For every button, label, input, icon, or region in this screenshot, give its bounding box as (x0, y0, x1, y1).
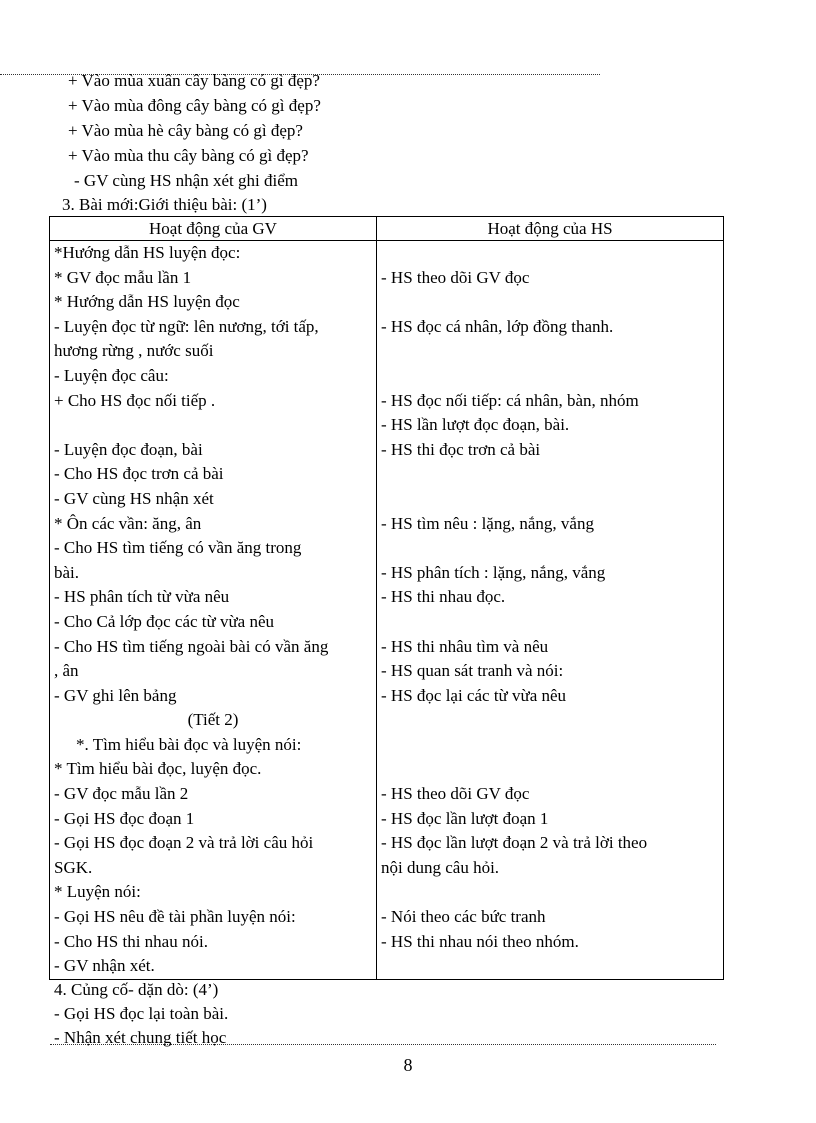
table-body-row (50, 241, 724, 980)
gv-line: *. Tìm hiểu bài đọc và luyện nói: (76, 734, 302, 754)
hs-line: - HS đọc cá nhân, lớp đồng thanh. (381, 316, 614, 336)
section-consolidation: 4. Củng cố- dặn dò: (4’) (54, 980, 219, 999)
hs-line: - HS lần lượt đọc đoạn, bài. (381, 415, 570, 435)
table-header-row (50, 217, 724, 241)
hs-line (381, 708, 719, 733)
gv-line: - GV nhận xét. (54, 956, 155, 976)
gv-line: , ân (54, 661, 79, 681)
hs-line (381, 290, 719, 315)
gv-line: - Cho HS tìm tiếng ngoài bài có vần ăng (54, 636, 329, 656)
hs-line (381, 487, 719, 512)
gv-line: * Hướng dẫn HS luyện đọc (54, 292, 240, 312)
lesson-review: - Nhận xét chung tiết học (54, 1028, 227, 1047)
teacher-activity-column (50, 241, 377, 980)
hs-line (381, 610, 719, 635)
hs-line: - HS đọc lần lượt đoạn 2 và trả lời theo (381, 833, 648, 853)
hs-line: - HS đọc lần lượt đoạn 1 (381, 808, 549, 828)
reread-instruction: - Gọi HS đọc lại toàn bài. (54, 1004, 229, 1023)
hs-line (381, 364, 719, 389)
hs-line: - HS thi nhau đọc. (381, 587, 506, 607)
gv-line: - Gọi HS nêu đề tài phần luyện nói: (54, 907, 296, 927)
hs-line: - HS đọc lại các từ vừa nêu (381, 685, 567, 705)
hs-line (381, 880, 719, 905)
header-teacher-activity: Hoạt động của GV (50, 217, 377, 241)
gv-line: + Cho HS đọc nối tiếp . (54, 390, 216, 410)
teacher-review-line: - GV cùng HS nhận xét ghi điểm (74, 171, 298, 190)
gv-line: - Luyện đọc đoạn, bài (54, 439, 203, 459)
hs-line (381, 733, 719, 758)
question-summer: + Vào mùa hè cây bàng có gì đẹp? (68, 121, 303, 140)
hs-line: - HS phân tích : lặng, nắng, vắng (381, 562, 606, 582)
question-spring: + Vào mùa xuân cây bàng có gì đẹp? (68, 71, 320, 90)
gv-line: * Ôn các vần: ăng, ân (54, 513, 202, 533)
hs-line: nội dung câu hỏi. (381, 857, 500, 877)
activity-table (49, 216, 724, 980)
hs-line: - HS quan sát tranh và nói: (381, 661, 564, 681)
period-2-heading: (Tiết 2) (187, 710, 239, 730)
gv-line: - GV đọc mẫu lần 2 (54, 784, 189, 804)
gv-line: hương rừng , nước suối (54, 341, 214, 361)
hs-line (381, 757, 719, 782)
gv-line: - HS phân tích từ vừa nêu (54, 587, 230, 607)
gv-line: *Hướng dẫn HS luyện đọc: (54, 243, 241, 262)
gv-line: * Luyện nói: (54, 882, 141, 902)
gv-line (54, 413, 372, 438)
gv-line: - Cho HS thi nhau nói. (54, 931, 208, 951)
gv-line: - Cho Cả lớp đọc các từ vừa nêu (54, 611, 275, 631)
header-student-activity: Hoạt động của HS (377, 217, 724, 241)
hs-line: - HS theo dõi GV đọc (381, 784, 530, 804)
hs-line: - HS tìm nêu : lặng, nắng, vắng (381, 513, 594, 533)
gv-line: bài. (54, 562, 80, 582)
gv-line: * GV đọc mẫu lần 1 (54, 267, 192, 287)
hs-line: - Nói theo các bức tranh (381, 907, 546, 927)
hs-line (381, 954, 719, 979)
page-number: 8 (403, 1055, 413, 1075)
gv-line: - GV cùng HS nhận xét (54, 488, 214, 508)
hs-line (381, 241, 719, 266)
hs-line: - HS đọc nối tiếp: cá nhân, bàn, nhóm (381, 390, 639, 410)
section-new-lesson: 3. Bài mới:Giới thiệu bài: (1’) (62, 195, 267, 214)
bottom-dotted-rule (50, 1044, 716, 1045)
gv-line: SGK. (54, 857, 93, 877)
hs-line: - HS thi đọc trơn cả bài (381, 439, 541, 459)
hs-line: - HS thi nhâu tìm và nêu (381, 636, 549, 656)
hs-line (381, 462, 719, 487)
gv-line: - Luyện đọc từ ngữ: lên nương, tới tấp, (54, 316, 319, 336)
student-activity-column (377, 241, 724, 980)
gv-line: - GV ghi lên bảng (54, 685, 177, 705)
hs-line: - HS theo dõi GV đọc (381, 267, 530, 287)
gv-line: * Tìm hiểu bài đọc, luyện đọc. (54, 759, 262, 779)
hs-line (381, 339, 719, 364)
question-autumn: + Vào mùa thu cây bàng có gì đẹp? (68, 146, 309, 165)
gv-line: - Cho HS đọc trơn cả bài (54, 464, 224, 484)
hs-line: - HS thi nhau nói theo nhóm. (381, 931, 579, 951)
hs-line (381, 536, 719, 561)
question-winter: + Vào mùa đông cây bàng có gì đẹp? (68, 96, 321, 115)
gv-line: - Gọi HS đọc đoạn 1 (54, 808, 195, 828)
gv-line: - Gọi HS đọc đoạn 2 và trả lời câu hỏi (54, 833, 314, 853)
gv-line: - Luyện đọc câu: (54, 365, 169, 385)
gv-line: - Cho HS tìm tiếng có vần ăng trong (54, 538, 302, 558)
